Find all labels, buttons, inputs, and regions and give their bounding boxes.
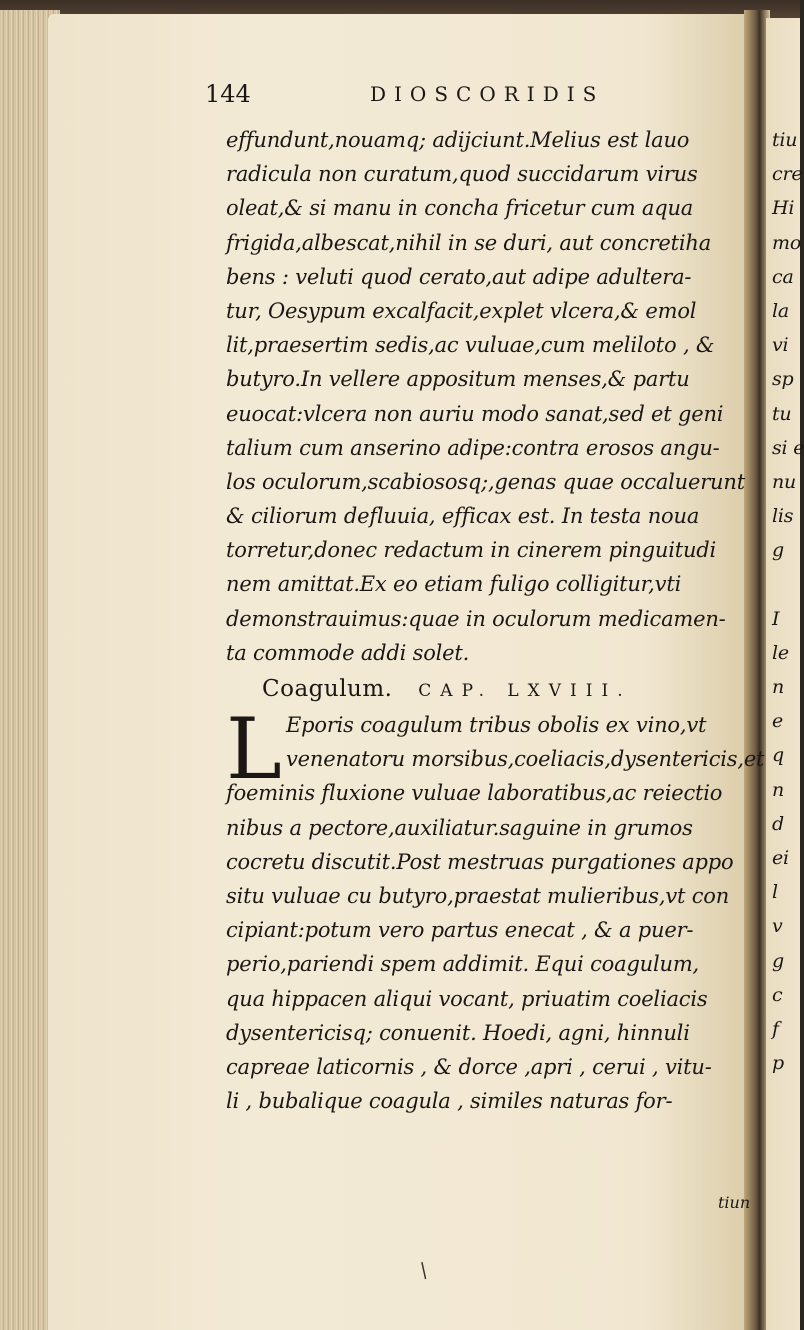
text-line	[772, 567, 800, 601]
text-line: dysentericisq; conuenit. Hoedi, agni, hinnuli	[226, 1020, 690, 1045]
text-line: la	[772, 299, 790, 322]
text-line: radicula non curatum,quod succidarum virus	[226, 162, 698, 187]
text-line: nem amittat.Ex eo etiam fuligo colligitur,vti	[226, 572, 682, 597]
text-line: effundunt,nouamq; adijciunt.Melius est lauo	[226, 128, 690, 152]
text-line: tu	[772, 402, 792, 425]
folio-number: 144	[205, 80, 251, 108]
text-line: I	[772, 607, 780, 630]
text-line: butyro.In vellere appositum menses,& partu	[226, 367, 690, 392]
text-line: n	[772, 676, 785, 698]
text-line: & ciliorum defluuia, efficax est. In testa noua	[226, 504, 700, 529]
text-line: le	[772, 641, 789, 664]
ink-mark: /	[414, 1257, 433, 1283]
chapter-title: Coagulum.	[262, 676, 393, 702]
text-line: mo	[772, 231, 802, 254]
text-line: ei	[772, 846, 789, 869]
text-line: capreae laticornis , & dorce ,apri , cerui , vitu-	[226, 1054, 712, 1079]
text-line: los oculorum,scabiososq;,genas quae occaluerunt	[226, 469, 745, 494]
right-page-text	[772, 123, 804, 1080]
text-line: sp	[772, 368, 794, 391]
drop-cap-initial: L	[226, 700, 282, 798]
catchword: tiun	[718, 1193, 751, 1212]
main-text-block	[226, 123, 765, 1118]
text-line: cipiant:potum vero partus enecat , & a puer-	[226, 918, 694, 943]
text-line: frigida,albescat,nihil in se duri, aut concretiha	[226, 230, 712, 255]
page-header	[205, 80, 745, 114]
text-line: bens : veluti quod cerato,aut adipe adultera-	[226, 264, 692, 289]
text-line: v	[772, 915, 783, 938]
text-line: p	[772, 1052, 784, 1075]
text-line: e	[772, 710, 784, 733]
text-line: l	[772, 881, 778, 904]
text-line: lis	[772, 505, 794, 528]
text-line: cre	[772, 163, 803, 186]
text-line: nu	[772, 470, 797, 493]
text-line: f	[772, 1017, 779, 1040]
text-line: venenatoru morsibus,coeliacis,dysentericis,et	[286, 747, 765, 772]
text-line: li , bubalique coagula , similes naturas for-	[226, 1089, 673, 1114]
text-line: Eporis coagulum tribus obolis ex vino,vt	[286, 713, 707, 737]
text-line: foeminis fluxione vuluae laboratibus,ac reiectio	[226, 781, 723, 806]
text-line: g	[772, 949, 784, 972]
text-line: n	[772, 778, 785, 801]
text-line: oleat,& si manu in concha fricetur cum aqua	[226, 196, 694, 221]
text-line: perio,pariendi spem addimit. Equi coagulum,	[226, 952, 700, 977]
text-line: nibus a pectore,auxiliatur.saguine in grumos	[226, 815, 693, 840]
text-line: ca	[772, 265, 794, 288]
text-line: demonstrauimus:quae in oculorum medicamen-	[226, 606, 726, 631]
text-line: situ vuluae cu butyro,praestat mulieribus,vt con	[226, 883, 730, 908]
body-paragraph	[226, 123, 748, 670]
text-line: vi	[772, 334, 789, 357]
text-line: euocat:vlcera non auriu modo sanat,sed et geni	[226, 401, 724, 426]
chapter-paragraph	[226, 700, 765, 1118]
text-line: lit,praesertim sedis,ac vuluae,cum meliloto , &	[226, 333, 715, 358]
text-line: Hi	[772, 197, 795, 220]
text-line: ta commode addi solet.	[226, 640, 470, 665]
text-line: talium cum anserino adipe:contra erosos angu-	[226, 435, 720, 460]
text-line: si e	[772, 436, 804, 459]
chapter-heading	[262, 670, 748, 708]
text-line: torretur,donec redactum in cinerem pinguitudi	[226, 538, 717, 563]
text-line: cocretu discutit.Post mestruas purgationes appo	[226, 849, 734, 874]
text-line: tur, Oesypum excalfacit,explet vlcera,& emol	[226, 298, 697, 323]
text-line: qua hippacen aliqui vocant, priuatim coeliacis	[226, 986, 708, 1011]
text-line: c	[772, 983, 783, 1006]
text-line: q	[772, 744, 784, 767]
text-line: tiu	[772, 129, 798, 151]
text-line: g	[772, 539, 784, 562]
running-title: DIOSCORIDIS	[370, 82, 605, 106]
chapter-number: CAP. LXVIII.	[418, 681, 632, 701]
text-line: d	[772, 812, 784, 835]
